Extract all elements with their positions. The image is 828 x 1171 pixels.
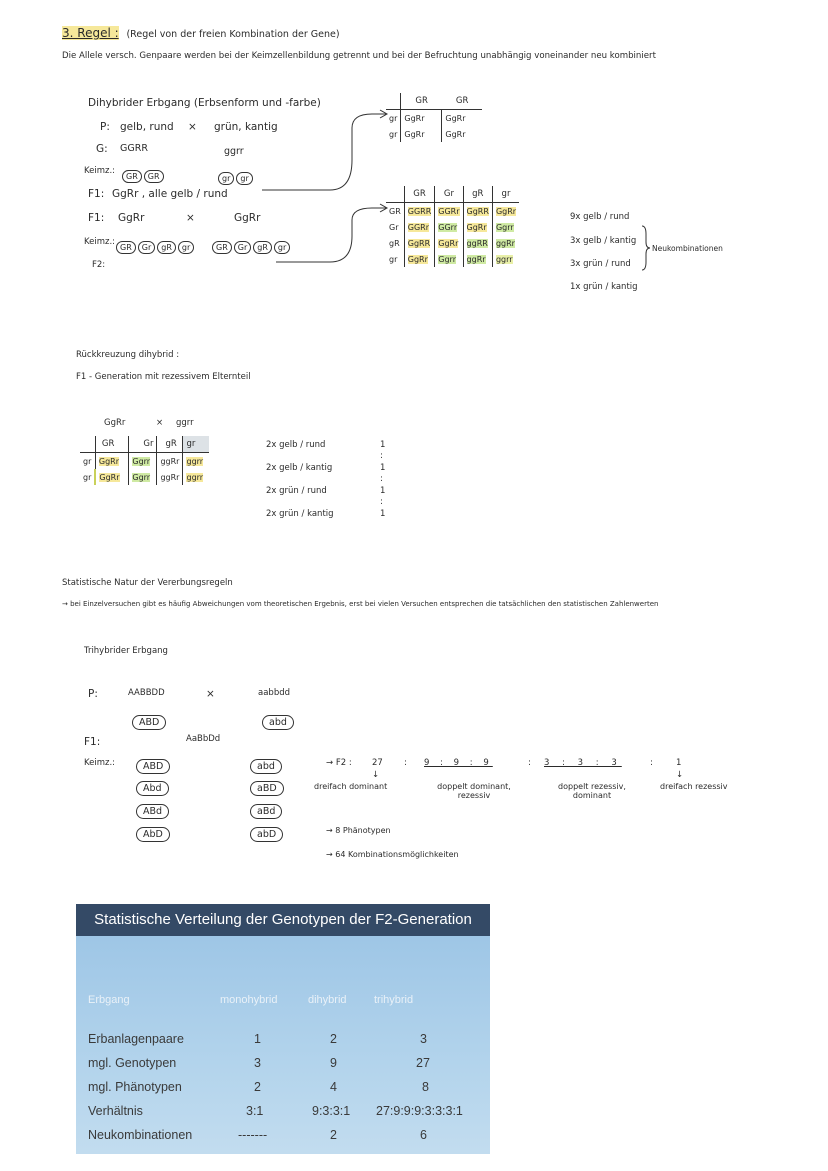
col-header: GR: [401, 93, 442, 110]
gamete: GR: [212, 241, 232, 254]
neukombinationen-label: Neukombinationen: [652, 244, 723, 253]
cell: Ggrr: [495, 222, 514, 232]
f2-label-9: doppelt dominant, rezessiv: [437, 782, 511, 800]
dihybrid-f1b-right: GgRr: [234, 212, 261, 224]
row-header: gR: [386, 235, 404, 251]
backcross-punnett-square: [80, 436, 209, 485]
backcross-ratio-3: 1: [380, 486, 386, 496]
cell: GGRr: [407, 222, 430, 232]
statistic-text: → bei Einzelversuchen gibt es häufig Abweichungen vom theoretischen Ergebnis, erst bei vielen Versuchen entsprechen die tatsächlichen den statistischen Zahlenwerten: [62, 600, 659, 608]
f2-result-3: 3x grün / rund: [570, 259, 631, 269]
dihybrid-g-left: GGRR: [120, 143, 148, 154]
statistic-title: Statistische Natur der Vererbungsregeln: [62, 578, 233, 588]
backcross-subtitle: F1 - Generation mit rezessivem Elternteil: [76, 372, 251, 382]
dihybrid-p-label: P:: [100, 121, 110, 133]
dihybrid-keim-label: Keimz.:: [84, 166, 116, 176]
cell: GgRr: [438, 238, 459, 248]
cell: GgRr: [401, 110, 442, 127]
dihybrid-keim2-label: Keimz.:: [84, 237, 116, 247]
trihybrid-gamete-left: [132, 710, 166, 730]
cell: Ggrr: [438, 254, 456, 264]
row-header: Gr: [386, 219, 404, 235]
dihybrid-f1-label: F1:: [88, 188, 105, 200]
row-tri: 3: [420, 1032, 427, 1046]
col-header: gr: [183, 436, 209, 453]
dihybrid-f2-label: F2:: [92, 260, 106, 270]
backcross-right: ggrr: [176, 418, 194, 428]
backcross-x: ×: [156, 418, 164, 428]
f2-arrow-1: ↓: [676, 770, 684, 780]
trihybrid-p-label: P:: [88, 688, 98, 700]
f2-result-2: 3x gelb / kantig: [570, 236, 637, 246]
gamete: ABD: [132, 715, 166, 730]
gamete: ABD: [136, 759, 170, 774]
f2-result-4: 1x grün / kantig: [570, 282, 638, 292]
gamete: gr: [274, 241, 290, 254]
col-header: GR: [404, 186, 435, 203]
gamete: abd: [262, 715, 294, 730]
rule-subtitle: (Regel von der freien Kombination der Gene): [126, 29, 340, 40]
header-trihybrid: trihybrid: [374, 994, 414, 1006]
row-label: Verhältnis: [88, 1104, 143, 1118]
row-tri: 27:9:9:9:3:3:3:1: [376, 1104, 463, 1118]
trihybrid-keim-left-1: [136, 754, 170, 774]
trihybrid-keim-right-1: [250, 754, 282, 774]
gamete: GR: [116, 241, 136, 254]
ratio-sep: :: [380, 497, 383, 507]
f2-arrow-27: ↓: [372, 770, 380, 780]
statistic-table-title: Statistische Verteilung der Genotypen der F2-Generation: [76, 904, 490, 936]
header-erbgang: Erbgang: [88, 994, 130, 1006]
row-header: gr: [80, 469, 95, 485]
cell: GgRr: [407, 254, 428, 264]
row-header: gr: [386, 251, 404, 267]
backcross-result-1: 2x gelb / rund: [266, 440, 326, 450]
row-mono: 3:1: [246, 1104, 264, 1118]
cell: ggRr: [160, 472, 180, 482]
f2-punnett-square: [386, 186, 519, 267]
row-header: gr: [386, 110, 401, 127]
backcross-ratio-4: 1: [380, 509, 386, 519]
rule-statement: Die Allele versch. Genpaare werden bei der Keimzellenbildung getrennt und bei der Befruchtung unabhängig voneinander neu kombiniert: [62, 51, 656, 61]
row-header: GR: [386, 203, 404, 220]
f2-prefix: → F2 :: [326, 758, 352, 768]
backcross-left: GgRr: [104, 418, 126, 428]
backcross-ratio-2: 1: [380, 463, 386, 473]
gamete: Gr: [138, 241, 156, 254]
row-label: Erbanlagenpaare: [88, 1032, 184, 1046]
f2-sep-1: :: [404, 758, 407, 768]
row-di: 2: [330, 1032, 337, 1046]
cell: ggrr: [186, 456, 204, 466]
trihybrid-p-cross: ×: [206, 688, 215, 700]
gamete: gr: [178, 241, 194, 254]
dihybrid-p-left: gelb, rund: [120, 121, 174, 133]
backcross-result-3: 2x grün / rund: [266, 486, 327, 496]
row-header: gr: [386, 126, 401, 142]
row-di: 2: [330, 1128, 337, 1142]
dihybrid-f1b-label: F1:: [88, 212, 105, 224]
col-header: GR: [95, 436, 129, 453]
trihybrid-keim-left-3: [136, 799, 169, 819]
cell: ggrr: [186, 472, 204, 482]
row-di: 9: [330, 1056, 337, 1070]
cell: ggRR: [466, 238, 488, 248]
trihybrid-keim-left-4: [136, 822, 170, 842]
cell: ggRr: [160, 456, 180, 466]
row-di: 9:3:3:1: [312, 1104, 351, 1118]
gamete: Abd: [136, 781, 169, 796]
f2-1: 1: [676, 758, 682, 768]
gamete: GR: [122, 170, 142, 183]
gamete: abD: [250, 827, 283, 842]
backcross-result-2: 2x gelb / kantig: [266, 463, 333, 473]
dihybrid-g-right: ggrr: [224, 146, 244, 157]
cell: ggrr: [495, 254, 513, 264]
f2-9s: 9 : 9 : 9: [424, 758, 493, 768]
gamete: aBd: [250, 804, 282, 819]
gamete: aBD: [250, 781, 284, 796]
statistic-table: [76, 904, 490, 1154]
cell: GgRr: [401, 126, 442, 142]
f2-sep-3: :: [650, 758, 653, 768]
trihybrid-f1-label: F1:: [84, 736, 101, 748]
trihybrid-keim-left-2: [136, 776, 169, 796]
gamete: ABd: [136, 804, 169, 819]
gamete: gr: [218, 172, 234, 185]
header-dihybrid: dihybrid: [308, 994, 347, 1006]
row-label: mgl. Phänotypen: [88, 1080, 182, 1094]
f2-result-1: 9x gelb / rund: [570, 212, 630, 222]
ratio-sep: :: [380, 451, 383, 461]
row-di: 4: [330, 1080, 337, 1094]
row-mono: 1: [254, 1032, 261, 1046]
gamete: gR: [157, 241, 176, 254]
cell: Ggrr: [132, 472, 151, 482]
dihybrid-f1-text: GgRr , alle gelb / rund: [112, 188, 228, 200]
trihybrid-keim-label: Keimz.:: [84, 758, 116, 768]
gamete: gR: [253, 241, 272, 254]
col-header: GR: [442, 93, 483, 110]
cell: GgRr: [466, 222, 487, 232]
f2-3s: 3 : 3 : 3: [544, 758, 622, 768]
ratio-sep: :: [380, 474, 383, 484]
cell: GgRR: [466, 206, 489, 216]
gamete: abd: [250, 759, 282, 774]
row-mono: 2: [254, 1080, 261, 1094]
row-tri: 8: [422, 1080, 429, 1094]
row-label: Neukombinationen: [88, 1128, 193, 1142]
backcross-ratio-1: 1: [380, 440, 386, 450]
dihybrid-f1b-cross: ×: [186, 212, 195, 224]
cell: GgRr: [98, 456, 119, 466]
cell: ggRr: [466, 254, 486, 264]
trihybrid-title: Trihybrider Erbgang: [84, 646, 168, 656]
trihybrid-p-left: AABBDD: [128, 688, 165, 698]
dihybrid-p-cross: ×: [188, 121, 197, 133]
trihybrid-keim-right-3: [250, 799, 282, 819]
gamete: AbD: [136, 827, 170, 842]
gamete: gr: [236, 172, 252, 185]
f2-label-27: dreifach dominant: [314, 782, 388, 791]
f2-27: 27: [372, 758, 383, 768]
cell: GgRr: [495, 206, 517, 216]
backcross-result-4: 2x grün / kantig: [266, 509, 334, 519]
gamete: GR: [144, 170, 164, 183]
f2-label-3: doppelt rezessiv, dominant: [558, 782, 626, 800]
row-mono: -------: [238, 1128, 268, 1142]
header-monohybrid: monohybrid: [220, 994, 278, 1006]
cell: GGRR: [407, 206, 432, 216]
cell: ggRr: [495, 238, 515, 248]
cell: Ggrr: [132, 456, 151, 466]
trihybrid-gamete-right: [262, 710, 294, 730]
col-header: Gr: [435, 186, 463, 203]
col-header: Gr: [129, 436, 157, 453]
row-tri: 6: [420, 1128, 427, 1142]
dihybrid-p-right: grün, kantig: [214, 121, 278, 133]
f2-sep-2: :: [528, 758, 531, 768]
cell: GGRr: [438, 206, 460, 216]
trihybrid-keim-right-4: [250, 822, 283, 842]
dihybrid-g-label: G:: [96, 143, 108, 155]
col-header: gr: [492, 186, 519, 203]
col-header: gR: [463, 186, 492, 203]
gamete: Gr: [234, 241, 252, 254]
trihybrid-f1: AaBbDd: [186, 734, 221, 744]
row-label: mgl. Genotypen: [88, 1056, 177, 1070]
cell: GgRR: [407, 238, 431, 248]
dihybrid-title: Dihybrider Erbgang (Erbsenform und -farbe): [88, 97, 321, 109]
row-header: gr: [80, 453, 95, 470]
cell: GgRr: [445, 113, 466, 123]
cell: GgRr: [99, 472, 120, 482]
cell: GgRr: [445, 129, 466, 139]
cell: GGrr: [438, 222, 458, 232]
kombinationen-note: → 64 Kombinationsmöglichkeiten: [326, 850, 459, 859]
f2-label-1: dreifach rezessiv: [660, 782, 728, 791]
phaenotypen-note: → 8 Phänotypen: [326, 826, 391, 835]
col-header: gR: [157, 436, 183, 453]
f1-punnett-square: [386, 93, 482, 142]
dihybrid-f1b-left: GgRr: [118, 212, 145, 224]
trihybrid-p-right: aabbdd: [258, 688, 290, 698]
row-mono: 3: [254, 1056, 261, 1070]
rule-heading-text: 3. Regel :: [62, 26, 119, 40]
backcross-title: Rückkreuzung dihybrid :: [76, 350, 180, 360]
trihybrid-keim-right-2: [250, 776, 284, 796]
row-tri: 27: [416, 1056, 430, 1070]
